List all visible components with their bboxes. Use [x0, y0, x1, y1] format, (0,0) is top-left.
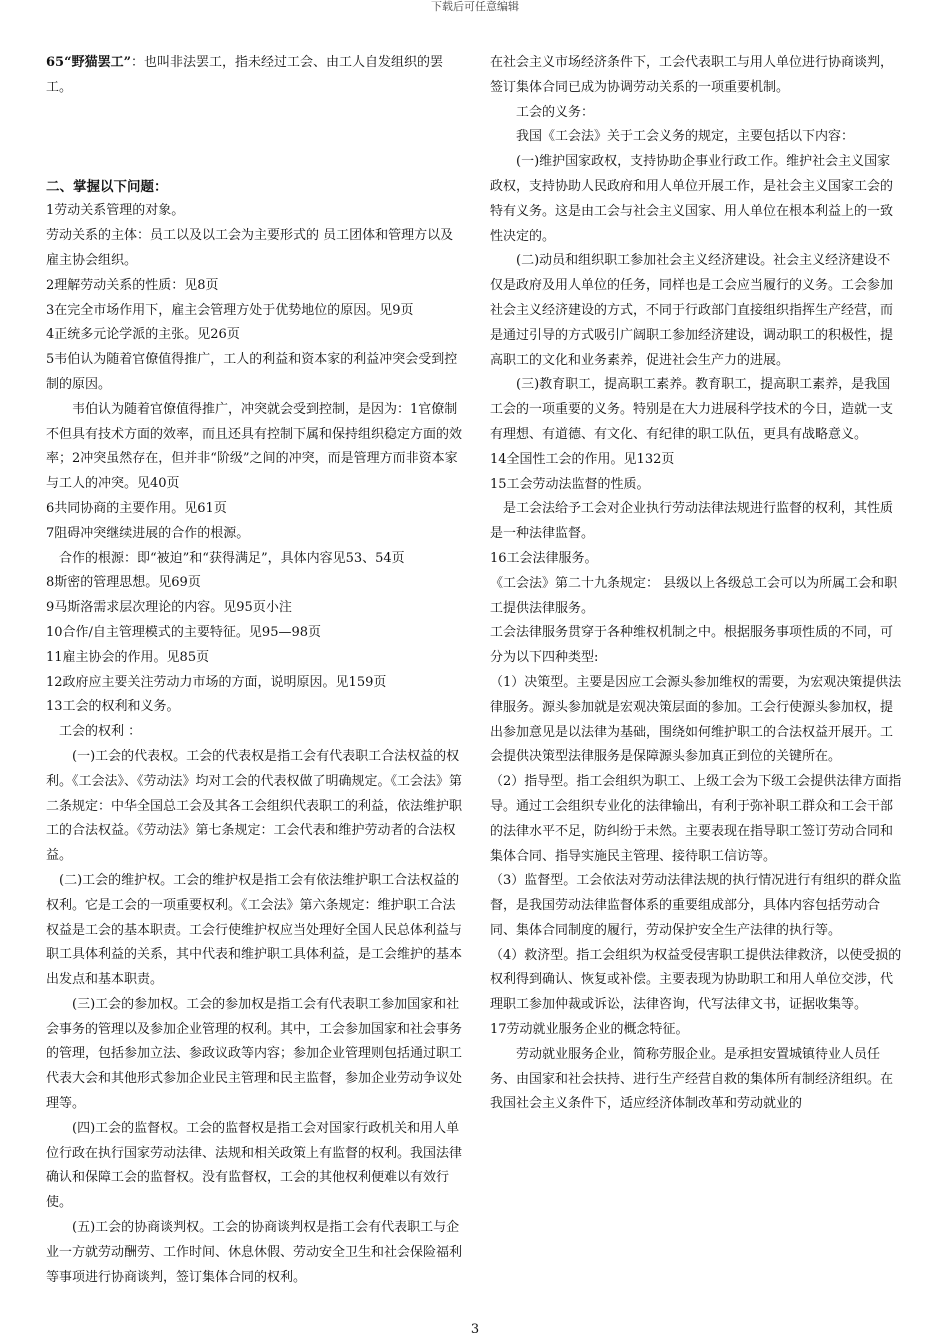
definition-65	[46, 51, 466, 101]
answer-15: 是工会法给予工会对企业执行劳动法律法规进行监督的权利，其性质是一种法律监督。	[490, 501, 894, 542]
answer-16-law: 《工会法》第二十九条规定： 县级以上各级总工会可以为所属工会和职工提供法律服务。	[490, 575, 898, 616]
right-protection: (二)工会的维护权。工会的维护权是指工会有依法维护职工合法权益的权利。它是工会的一项重要权利。《工会法》第六条规定：维护职工合法权益是工会的基本职责。工会行使维护权应当处理好全国人民总体利益与职工具体利益的关系，其中代表和维护职工具体利益，是工会维护的基本出发点和基本职责。	[46, 872, 463, 988]
section-heading: 二、掌握以下问题：	[46, 178, 168, 195]
service-type-relief: （4）救济型。指工会组织为权益受侵害职工提供法律救济，以使受损的权利得到确认、恢复或补偿。主要表现为协助职工和用人单位交涉，代理职工参加仲裁或诉讼，法律咨询，代写法律文书，证据收集等。	[490, 947, 902, 1013]
blank-space	[46, 101, 466, 175]
right-supervision: (四)工会的监督权。工会的监督权是指工会对国家行政机关和用人单位行政在执行国家劳动法律、法规和相关政策上有监督的权利。我国法律确认和保障工会的监督权。没有监督权，工会的其他权利便难以有效行使。	[46, 1120, 463, 1211]
question-2: 2理解劳动关系的性质：见8页	[46, 277, 219, 293]
answer-1: 劳动关系的主体：员工以及以工会为主要形式的 员工团体和管理方以及雇主协会组织。	[46, 228, 454, 268]
question-6: 6共同协商的主要作用。见61页	[46, 500, 227, 516]
question-16: 16工会法律服务。	[490, 550, 598, 566]
union-duties-intro: 我国《工会法》关于工会义务的规定，主要包括以下内容：	[516, 129, 855, 145]
answer-7: 合作的根源：即“被迫”和“获得满足”，具体内容见53、54页	[59, 550, 405, 566]
right-representation: (一)工会的代表权。工会的代表权是指工会有代表职工合法权益的权利。《工会法》、《劳动法》均对工会的代表权做了明确规定。《工会法》第二条规定：中华全国总工会及其各工会组织代表职工的利益，依法维护职工的合法权益。《劳动法》第七条规定：工会代表和维护劳动者的合法权益。	[46, 748, 463, 864]
question-9: 9马斯洛需求层次理论的内容。见95页小注	[46, 600, 292, 616]
duty-2: (二)动员和组织职工参加社会主义经济建设。社会主义经济建设不仅是政府及用人单位的任务，同样也是工会应当履行的义务。工会参加社会主义经济建设的方式，不同于行政部门直接组织指挥生产经营，而是通过引导的方式吸引广阔职工参加经济建设，调动职工的积极性，提高职工的文化和业务素养，促进社会生产力的进展。	[490, 253, 894, 368]
right-negotiation: (五)工会的协商谈判权。工会的协商谈判权是指工会有代表职工与企业一方就劳动酬劳、工作时间、休息休假、劳动安全卫生和社会保险福利等事项进行协商谈判，签订集体合同的权利。	[46, 1220, 463, 1285]
union-duties-heading: 工会的义务：	[516, 104, 595, 120]
service-type-supervision: （3）监督型。工会依法对劳动法律法规的执行情况进行有组织的群众监督，是我国劳动法律监督体系的重要组成部分，具体内容包括劳动合同、集体合同制度的履行，劳动保护安全生产法律的执行等。	[490, 873, 902, 938]
question-15: 15工会劳动法监督的性质。	[490, 476, 650, 492]
service-type-decision: （1）决策型。主要是因应工会源头参加维权的需要，为宏观决策提供法律服务。源头参加就是宏观决策层面的参加。工会行使源头参加权，提出参加意见是以法律为基础，围绕如何维护职工的合法权益开展开。工会提供决策型法律服务是保障源头参加真正到位的关键所在。	[490, 674, 902, 765]
question-14: 14全国性工会的作用。见132页	[490, 451, 675, 467]
duty-1: (一)维护国家政权，支持协助企事业行政工作。维护社会主义国家政权，支持协助人民政府和用人单位开展工作，是社会主义国家工会的特有义务。这是由工会与社会主义国家、用人单位在根本利益上的一致性决定的。	[490, 154, 894, 244]
duty-3: (三)教育职工，提高职工素养。教育职工，提高职工素养，是我国工会的一项重要的义务。特别是在大力进展科学技术的今日，造就一支有理想、有道德、有文化、有纪律的职工队伍，更具有战略意义。	[490, 377, 894, 442]
page-number: 3	[470, 1322, 480, 1337]
question-3: 3在完全市场作用下，雇主会管理方处于优势地位的原因。见9页	[46, 302, 414, 318]
question-17: 17劳动就业服务企业的概念特征。	[490, 1022, 689, 1038]
union-rights-heading: 工会的权利 ：	[59, 724, 142, 740]
question-11: 11雇主协会的作用。见85页	[46, 649, 210, 665]
question-10: 10合作/自主管理模式的主要特征。见95—98页	[46, 624, 322, 640]
question-5: 5韦伯认为随着官僚值得推广，工人的利益和资本家的利益冲突会受到控制的原因。	[46, 352, 458, 392]
question-8: 8斯密的管理思想。见69页	[46, 575, 201, 591]
question-13: 13工会的权利和义务。	[46, 699, 180, 715]
negotiation-continued: 在社会主义市场经济条件下，工会代表职工与用人单位进行协商谈判，签订集体合同已成为协调劳动关系的一项重要机制。	[490, 55, 894, 95]
definition-text: ：也叫非法罢工，指未经过工会、由工人自发组织的罢工。	[46, 55, 444, 95]
question-7: 7阻碍冲突继续进展的合作的根源。	[46, 525, 250, 541]
right-column	[490, 51, 902, 1117]
page-header: 下载后可任意编辑	[431, 0, 519, 13]
right-participation: (三)工会的参加权。工会的参加权是指工会有代表职工参加国家和社会事务的管理以及参加企业管理的权利。其中，工会参加国家和社会事务的管理，包括参加立法、参政议政等内容；参加企业管理则包括通过职工代表大会和其他形式参加企业民主管理和民主监督，参加企业劳动争议处理等。	[46, 996, 463, 1112]
service-type-guidance: （2）指导型。指工会组织为职工、上级工会为下级工会提供法律方面指导。通过工会组织专业化的法律输出，有利于弥补职工群众和工会干部的法律水平不足，防纠纷于未然。主要表现在指导职工签订劳动合同和集体合同、指导实施民主管理、接待职工信访等。	[490, 774, 902, 864]
question-4: 4正统多元论学派的主张。见26页	[46, 327, 240, 343]
definition-term: 65“野猫罢工”	[46, 55, 132, 70]
answer-16-intro: 工会法律服务贯穿于各种维权机制之中。根据服务事项性质的不同，可分为以下四种类型:	[490, 625, 894, 666]
question-1: 1劳动关系管理的对象。	[46, 203, 185, 219]
left-column	[46, 51, 466, 1290]
answer-17: 劳动就业服务企业，简称劳服企业。是承担安置城镇待业人员任务、由国家和社会扶持、进行生产经营自救的集体所有制经济组织。在我国社会主义条件下，适应经济体制改革和劳动就业的	[490, 1046, 894, 1112]
question-12: 12政府应主要关注劳动力市场的方面，说明原因。见159页	[46, 674, 387, 690]
answer-5: 韦伯认为随着官僚值得推广，冲突就会受到控制，是因为：1官僚制不但具有技术方面的效率，而且还具有控制下属和保持组织稳定方面的效率；2冲突虽然存在，但并非“阶级”之间的冲突，而是管理方而非资本家与工人的冲突。见40页	[46, 401, 463, 492]
